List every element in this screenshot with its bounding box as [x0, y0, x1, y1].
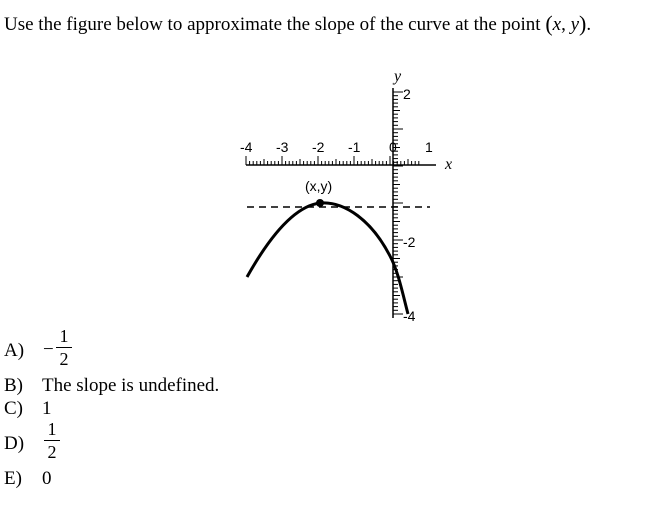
choice-e[interactable] — [4, 468, 52, 490]
point-comma: , — [561, 14, 571, 35]
x-tick-label-0: 0 — [389, 139, 397, 155]
point-marker — [316, 199, 324, 207]
curve — [247, 203, 408, 314]
choice-d-letter: D) — [4, 433, 25, 454]
x-axis-name: x — [445, 156, 453, 173]
y-axis-name: y — [394, 68, 402, 85]
choice-a-letter: A) — [4, 340, 25, 361]
choice-d-denominator: 2 — [47, 442, 57, 462]
point-label: (x,y) — [305, 178, 333, 194]
y-tick-label-neg2: -2 — [403, 234, 416, 250]
open-paren: ( — [545, 11, 553, 36]
choice-d-fraction-bar — [44, 440, 60, 441]
choice-e-letter: E) — [4, 468, 22, 489]
x-tick-label-1: 1 — [425, 139, 433, 155]
choice-a-minus: − — [43, 339, 54, 360]
choice-a[interactable] — [4, 340, 42, 362]
graph-figure — [240, 66, 480, 326]
x-tick-label-neg4: -4 — [240, 139, 253, 155]
question-period: . — [586, 14, 592, 35]
choice-d[interactable] — [4, 433, 42, 455]
choice-b-text: The slope is undefined. — [42, 375, 220, 396]
choice-c[interactable] — [4, 398, 52, 420]
close-paren: ) — [579, 11, 587, 36]
graph-svg — [240, 66, 480, 326]
choice-c-letter: C) — [4, 398, 23, 419]
choice-a-fraction-bar — [56, 347, 72, 348]
x-tick-label-neg2: -2 — [312, 139, 325, 155]
point-y: y — [570, 14, 580, 35]
choice-d-numerator: 1 — [47, 419, 57, 439]
choice-c-text: 1 — [42, 398, 52, 419]
y-tick-label-neg4: -4 — [403, 308, 416, 324]
x-tick-label-neg3: -3 — [276, 139, 289, 155]
y-tick-label-2: 2 — [403, 86, 411, 102]
choice-e-text: 0 — [42, 468, 52, 489]
x-tick-label-neg1: -1 — [348, 139, 361, 155]
choice-b-letter: B) — [4, 375, 23, 396]
point-x: x — [552, 14, 562, 35]
choice-a-numerator: 1 — [59, 326, 69, 346]
question-text — [4, 11, 591, 37]
choice-b[interactable] — [4, 375, 219, 397]
choice-a-denominator: 2 — [59, 349, 69, 369]
choice-a-fraction — [56, 327, 72, 368]
choice-d-fraction — [44, 420, 60, 461]
question-prefix: Use the figure below to approximate the slope of the curve at the point — [4, 14, 546, 35]
